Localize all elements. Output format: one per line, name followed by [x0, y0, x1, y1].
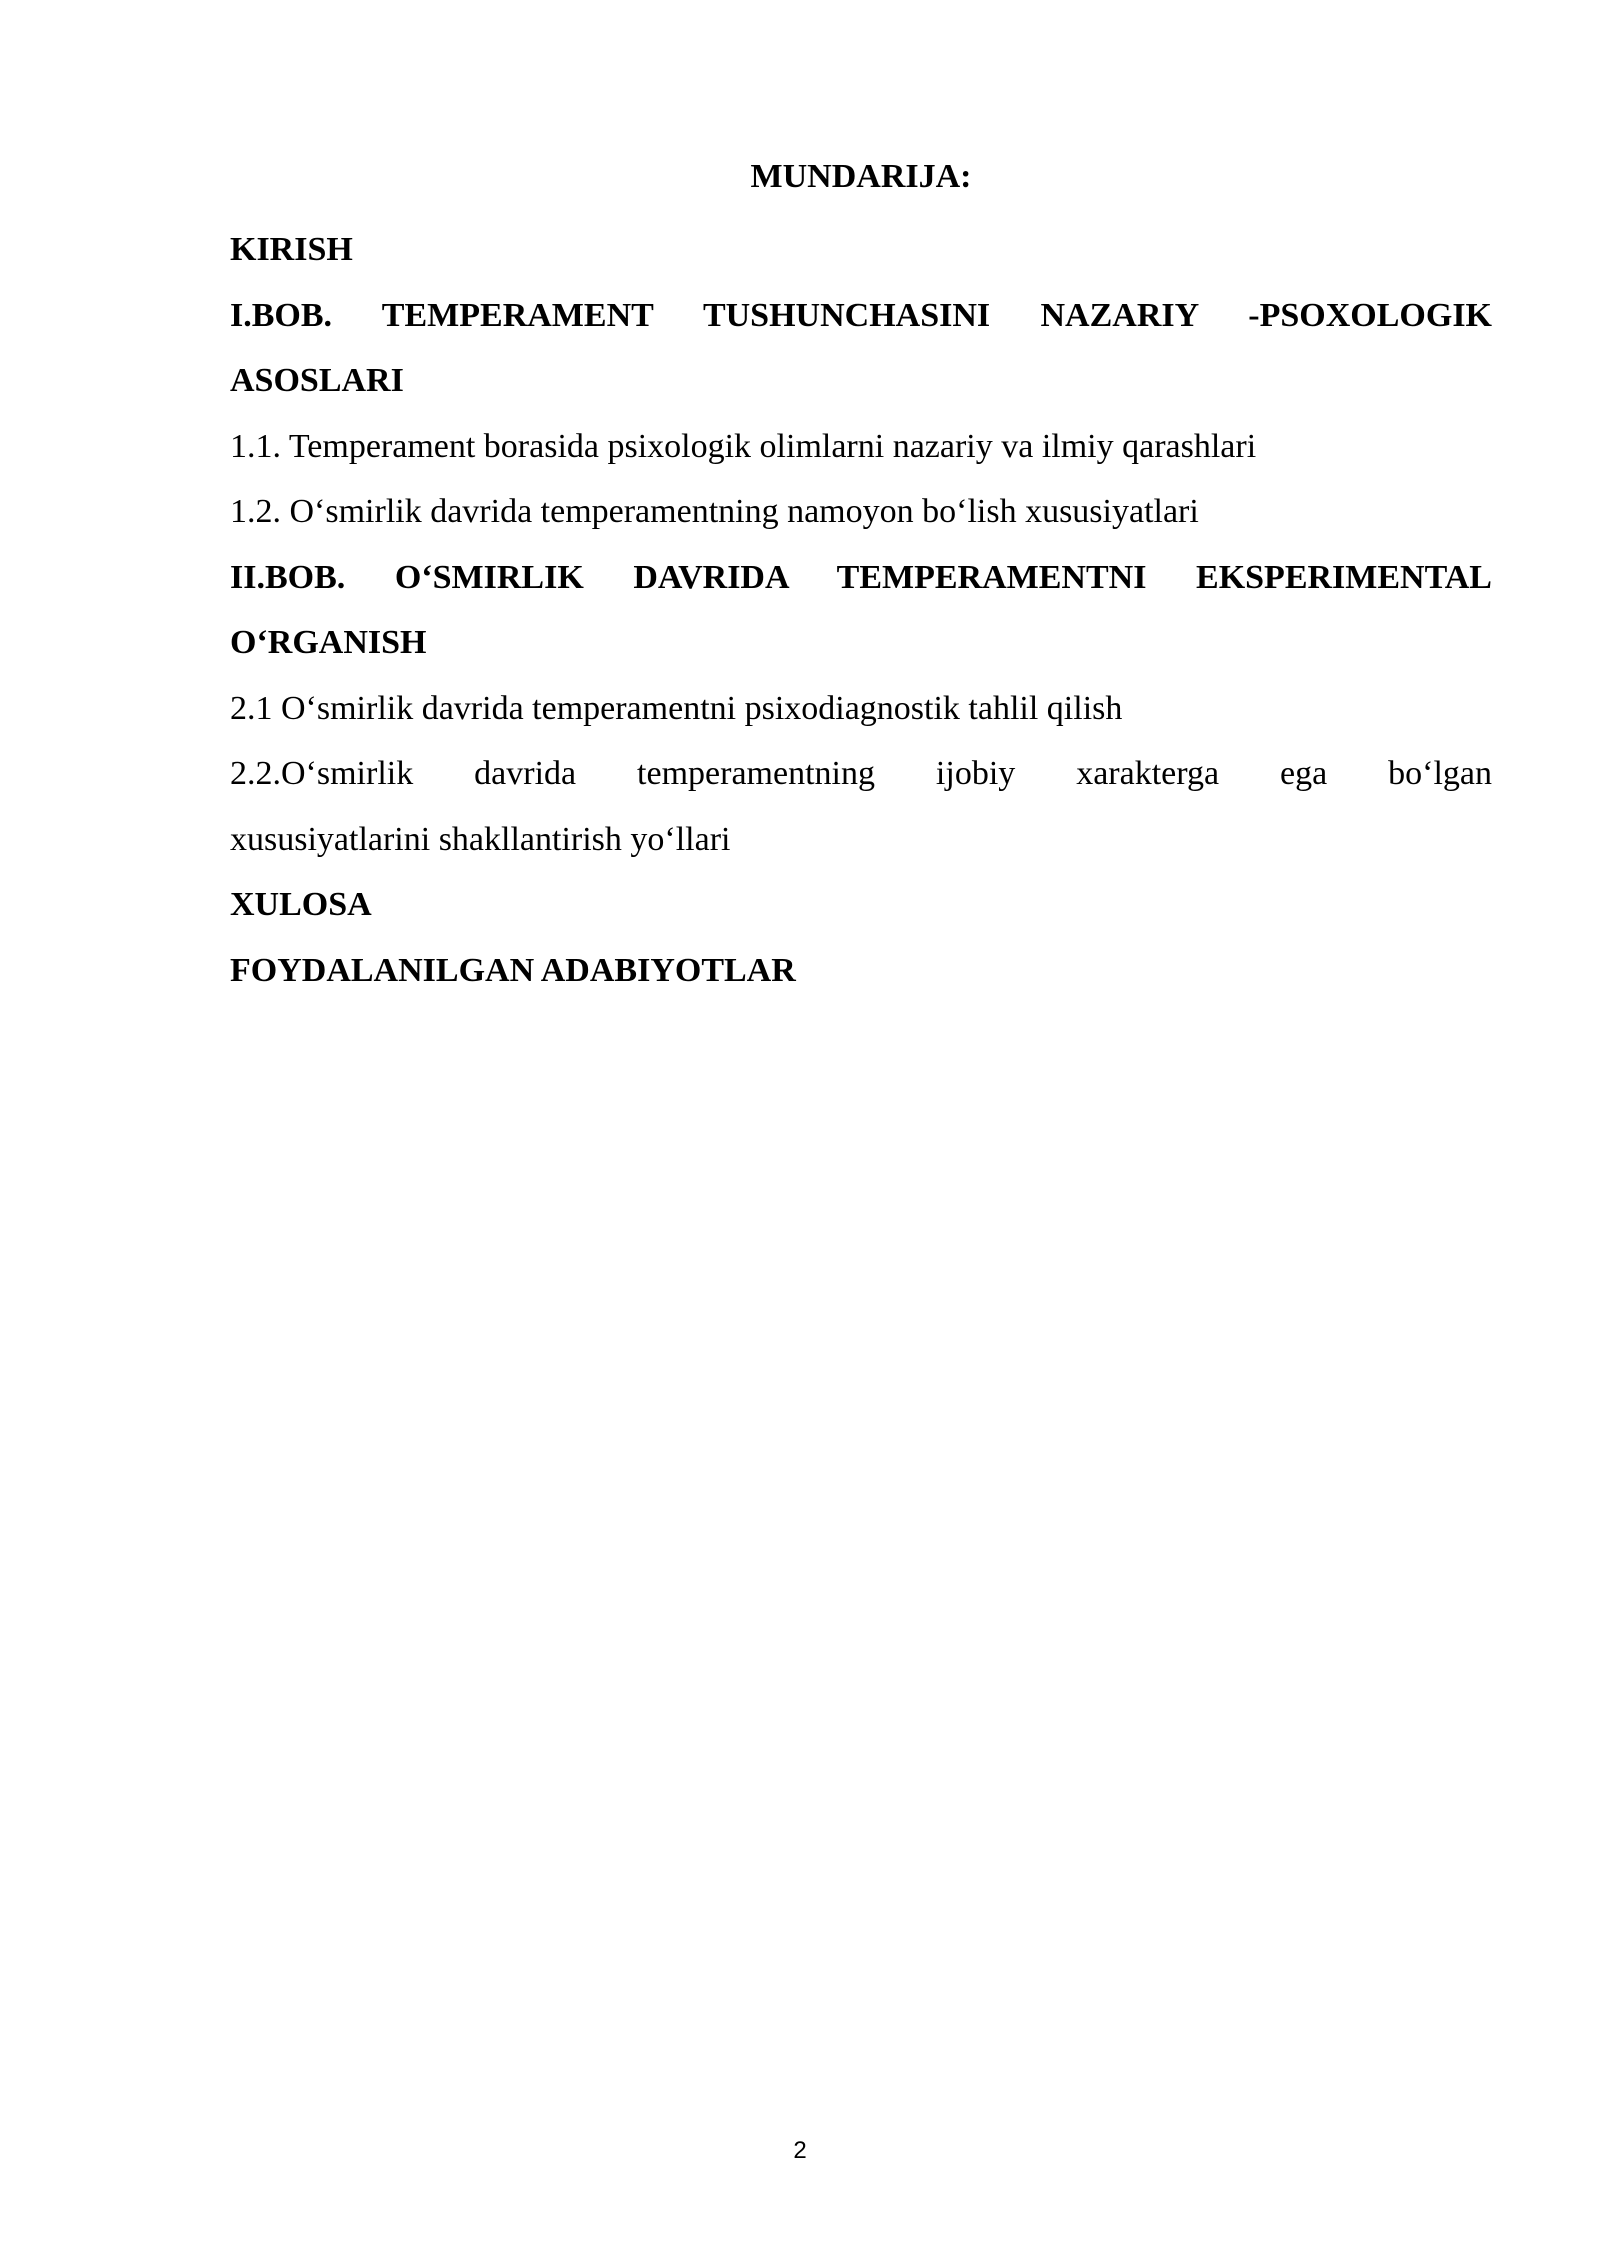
- toc-entry-kirish: KIRISH: [230, 231, 353, 268]
- toc-entry-xulosa: XULOSA: [230, 886, 372, 923]
- toc-entry-chapter-2-continued: O‘RGANISH: [230, 624, 427, 661]
- toc-entry-chapter-2: II.BOB. O‘SMIRLIK DAVRIDA TEMPERAMENTNI EKSPERIMENTAL: [230, 558, 1492, 596]
- toc-entry-section-2-1: 2.1 O‘smirlik davrida temperamentni psixodiagnostik tahlil qilish: [230, 689, 1123, 727]
- table-of-contents: [230, 152, 1492, 1003]
- toc-entry-section-2-2: 2.2.O‘smirlik davrida temperamentning ijobiy xarakterga ega bo‘lgan: [230, 755, 1492, 792]
- toc-entry-section-1-2: 1.2. O‘smirlik davrida temperamentning namoyon bo‘lish xususiyatlari: [230, 493, 1199, 530]
- toc-entry-section-2-2-continued: xususiyatlarini shakllantirish yo‘llari: [230, 820, 731, 858]
- toc-entry-section-1-1: 1.1. Temperament borasida psixologik olimlarni nazariy va ilmiy qarashlari: [230, 427, 1257, 465]
- page-number: 2: [793, 2137, 807, 2164]
- toc-entry-adabiyotlar: FOYDALANILGAN ADABIYOTLAR: [230, 951, 796, 989]
- toc-entry-chapter-1-continued: ASOSLARI: [230, 362, 404, 399]
- toc-entry-chapter-1: I.BOB. TEMPERAMENT TUSHUNCHASINI NAZARIY -PSOXOLOGIK: [230, 296, 1492, 334]
- toc-title: MUNDARIJA:: [750, 158, 972, 195]
